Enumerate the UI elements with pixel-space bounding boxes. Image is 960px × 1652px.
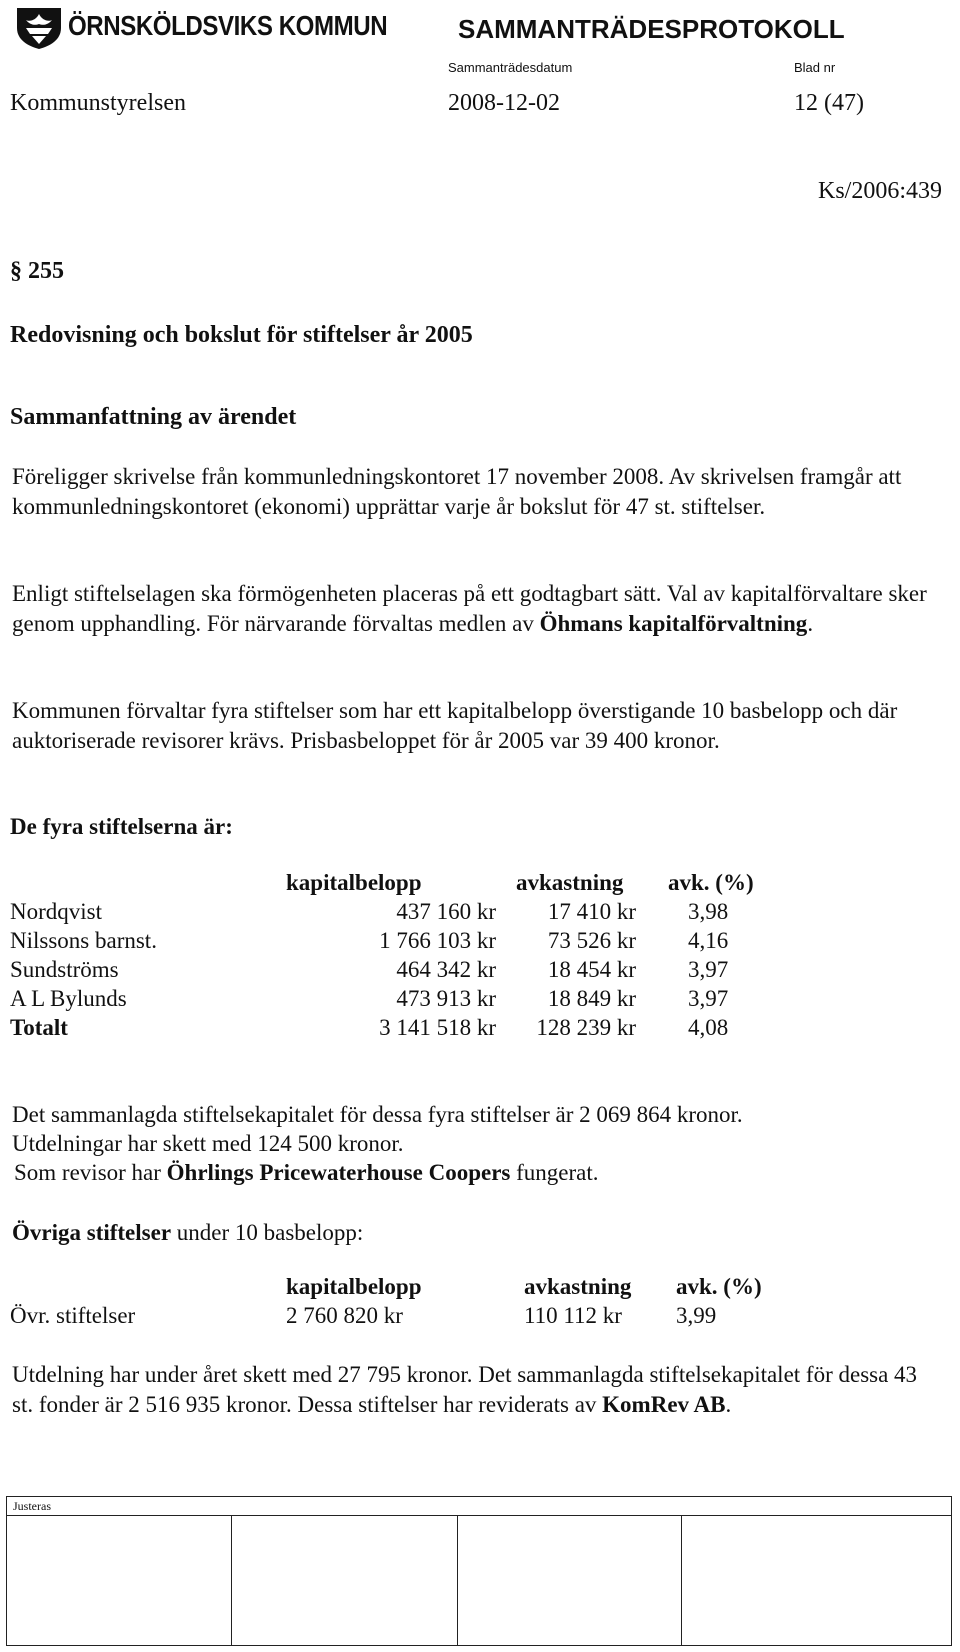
table-row: Nilssons barnst. 1 766 103 kr 73 526 kr 4,16 <box>10 928 729 953</box>
auditor-firm-name: KomRev AB <box>602 1391 726 1417</box>
page-number: 12 (47) <box>794 90 864 116</box>
page-title: Redovisning och bokslut för stiftelser år 2005 <box>10 322 473 348</box>
foundations-table <box>10 868 910 1042</box>
organization-name: ÖRNSKÖLDSVIKS KOMMUN <box>68 10 388 41</box>
signature-cell <box>7 1516 232 1646</box>
summary-paragraph-1: Föreligger skrivelse från kommunledningskontoret 17 november 2008. Av skrivelsen framgår att kommunledningskontoret (ekonomi) upprättar varje år bokslut för 47 st. stiftelser. <box>12 464 902 519</box>
table-total-row: Totalt 3 141 518 kr 128 239 kr 4,08 <box>10 1015 729 1040</box>
table-row: Nordqvist 437 160 kr 17 410 kr 3,98 <box>10 899 729 924</box>
col-percent: avk. (%) <box>676 1274 762 1299</box>
signature-box <box>6 1496 952 1646</box>
auditor-name: Öhrlings Pricewaterhouse Coopers <box>166 1160 511 1185</box>
summary-heading: Sammanfattning av ärendet <box>10 404 297 430</box>
page-label: Blad nr <box>794 60 836 75</box>
distribution-note: Utdelningar har skett med 124 500 kronor. <box>12 1131 404 1156</box>
summary-paragraph-2: Enligt stiftelselagen ska förmögenheten placeras på ett godtagbart sätt. Val av kapitalförvaltare sker genom upphandling. För närvarande förvaltas medlen av Öhmans kapitalförvaltning. <box>12 581 927 636</box>
col-yield: avkastning <box>516 870 624 895</box>
paragraph-number: § 255 <box>10 258 64 284</box>
table-header-row <box>10 868 910 897</box>
table-row: Övr. stiftelser 2 760 820 kr 110 112 kr 3,99 <box>10 1303 717 1328</box>
document-type: SAMMANTRÄDESPROTOKOLL <box>458 14 845 44</box>
signature-row <box>7 1515 951 1646</box>
other-foundations-heading: Övriga stiftelser under 10 basbelopp: <box>12 1220 364 1245</box>
committee-name: Kommunstyrelsen <box>10 90 186 116</box>
table-row: A L Bylunds 473 913 kr 18 849 kr 3,97 <box>10 986 729 1011</box>
signature-label: Justeras <box>13 1499 51 1513</box>
col-yield: avkastning <box>524 1274 632 1299</box>
col-capital: kapitalbelopp <box>286 1274 422 1299</box>
other-foundations-table <box>10 1272 910 1330</box>
col-percent: avk. (%) <box>668 870 754 895</box>
signature-cell <box>457 1516 682 1646</box>
signature-cell <box>231 1516 458 1646</box>
capital-note: Det sammanlagda stiftelsekapitalet för dessa fyra stiftelser är 2 069 864 kronor. <box>12 1102 743 1127</box>
meeting-date: 2008-12-02 <box>448 90 560 116</box>
col-capital: kapitalbelopp <box>286 870 422 895</box>
auditor-note: Som revisor har Öhrlings Pricewaterhouse Coopers fungerat. <box>14 1160 599 1185</box>
summary-paragraph-3: Kommunen förvaltar fyra stiftelser som har ett kapitalbelopp överstigande 10 basbelopp och där auktoriserade revisorer krävs. Prisbasbeloppet för år 2005 var 39 400 kronor. <box>12 698 898 753</box>
asset-manager-name: Öhmans kapitalförvaltning <box>539 610 808 636</box>
other-foundations-paragraph: Utdelning har under året skett med 27 795 kronor. Det sammanlagda stiftelsekapitalet för dessa 43 st. fonder är 2 516 935 kronor. Dessa stiftelser har reviderats av KomRev AB. <box>12 1362 918 1417</box>
table-header-row <box>10 1272 910 1301</box>
foundations-heading: De fyra stiftelserna är: <box>10 814 233 839</box>
date-label: Sammanträdesdatum <box>448 60 573 75</box>
kommunvapen-icon <box>14 6 64 50</box>
table-row: Sundströms 464 342 kr 18 454 kr 3,97 <box>10 957 729 982</box>
case-number: Ks/2006:439 <box>817 178 942 204</box>
